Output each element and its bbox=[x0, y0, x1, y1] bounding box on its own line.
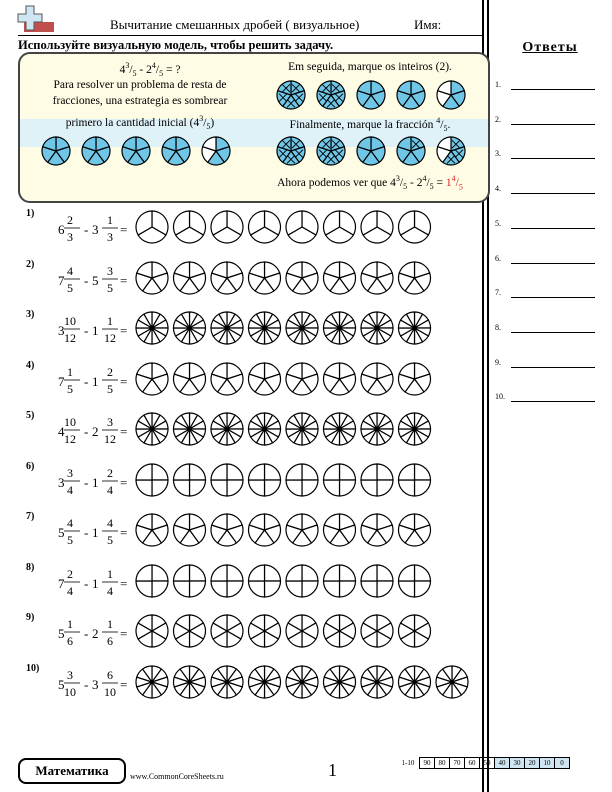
fraction-circle bbox=[136, 666, 168, 698]
problem-expression bbox=[58, 612, 498, 652]
fraction-circle bbox=[122, 137, 150, 165]
fraction-circle bbox=[324, 312, 356, 344]
fraction-circle bbox=[174, 312, 206, 344]
fraction-circle bbox=[357, 81, 385, 109]
whole-1: 6 bbox=[58, 222, 65, 237]
fraction-circle bbox=[136, 211, 168, 243]
whole-1: 4 bbox=[58, 424, 65, 439]
fraction-circle bbox=[286, 363, 318, 395]
score-label: 1-10 bbox=[401, 759, 415, 767]
score-cell: 70 bbox=[450, 758, 465, 769]
den-1: 12 bbox=[64, 331, 76, 345]
answer-number: 2. bbox=[495, 114, 501, 124]
whole-1: 3 bbox=[58, 323, 65, 338]
fraction-circle bbox=[174, 565, 206, 597]
num-2: 1 bbox=[107, 617, 113, 631]
fraction-circle bbox=[174, 363, 206, 395]
fraction-circle bbox=[324, 666, 356, 698]
example-expression: $4^3/_5 - 2^4/_5$ = ? bbox=[119, 61, 181, 79]
fraction-circle bbox=[277, 81, 305, 109]
den-1: 4 bbox=[67, 583, 73, 598]
num-2: 3 bbox=[107, 415, 113, 429]
answer-row[interactable] bbox=[495, 390, 595, 404]
problem-number: 10) bbox=[26, 662, 40, 674]
num-1: 1 bbox=[67, 364, 73, 379]
svg-text:-: - bbox=[84, 525, 89, 540]
answer-row[interactable] bbox=[495, 286, 595, 300]
fraction-circle bbox=[136, 312, 168, 344]
fraction-circle bbox=[249, 211, 281, 243]
example-text-line: Para resolver un problema de resta de bbox=[53, 79, 227, 91]
score-table bbox=[397, 757, 570, 769]
fraction-circle bbox=[286, 565, 318, 597]
den-1: 5 bbox=[67, 381, 73, 396]
answer-row[interactable] bbox=[495, 252, 595, 266]
score-cell: 60 bbox=[465, 758, 480, 769]
num-2: 1 bbox=[107, 213, 113, 227]
svg-text:-: - bbox=[84, 272, 89, 288]
svg-text:-: - bbox=[84, 222, 89, 237]
fraction-circle bbox=[249, 312, 281, 344]
svg-text:=: = bbox=[120, 323, 128, 338]
fraction-circle bbox=[174, 514, 206, 546]
fraction-circle bbox=[324, 363, 356, 395]
fraction-circle bbox=[361, 565, 393, 597]
fraction-circle bbox=[249, 464, 281, 496]
fraction-circle bbox=[286, 312, 318, 344]
whole-2: 1 bbox=[92, 373, 99, 389]
whole-2: 2 bbox=[92, 626, 99, 641]
whole-1: 3 bbox=[58, 474, 65, 490]
answer-row[interactable] bbox=[495, 147, 595, 161]
den-1: 5 bbox=[67, 533, 73, 547]
header-rule bbox=[18, 35, 483, 36]
fraction-circle bbox=[202, 137, 230, 165]
fraction-circle bbox=[397, 81, 425, 109]
example-text-line: fracciones, una estrategia es sombrear bbox=[52, 95, 228, 107]
den-2: 6 bbox=[107, 634, 113, 648]
answer-number: 1. bbox=[495, 80, 501, 89]
fraction-circle bbox=[249, 413, 281, 445]
score-cell: 50 bbox=[480, 758, 495, 769]
whole-2: 3 bbox=[92, 676, 99, 692]
fraction-circle bbox=[324, 413, 356, 445]
problem-number: 6) bbox=[26, 460, 35, 472]
worksheet-title: Вычитание смешанных дробей ( визуальное) bbox=[110, 17, 360, 32]
problem-number: 8) bbox=[26, 561, 35, 573]
fraction-circle bbox=[136, 262, 168, 294]
den-2: 10 bbox=[104, 684, 116, 699]
den-1: 6 bbox=[67, 634, 73, 648]
num-1: 10 bbox=[64, 415, 76, 429]
fraction-circle bbox=[211, 413, 243, 445]
score-cell: 20 bbox=[525, 758, 540, 769]
fraction-circle bbox=[323, 211, 355, 243]
fraction-circle bbox=[398, 363, 430, 395]
answer-number: 4. bbox=[495, 184, 501, 194]
example-text-line: primero la cantidad inicial $(4^3/_5)$ bbox=[65, 114, 215, 132]
answer-number: 6. bbox=[495, 253, 501, 263]
fraction-circle bbox=[317, 81, 345, 109]
answer-number: 3. bbox=[495, 149, 501, 159]
fraction-circle bbox=[286, 211, 318, 243]
fraction-circle bbox=[323, 615, 355, 647]
den-1: 3 bbox=[67, 230, 73, 244]
fraction-circle bbox=[136, 565, 168, 597]
whole-2: 1 bbox=[92, 525, 99, 540]
fraction-circle bbox=[286, 666, 318, 698]
svg-text:=: = bbox=[120, 222, 128, 237]
whole-2: 5 bbox=[92, 272, 99, 288]
fraction-circle bbox=[361, 514, 393, 546]
answer-row[interactable] bbox=[495, 78, 595, 92]
den-2: 4 bbox=[107, 482, 113, 497]
den-2: 12 bbox=[104, 331, 116, 345]
whole-1: 7 bbox=[58, 575, 65, 591]
score-cell: 80 bbox=[435, 758, 450, 769]
problem-number: 9) bbox=[26, 612, 35, 623]
problem-expression bbox=[58, 562, 498, 602]
whole-1: 5 bbox=[58, 525, 65, 540]
problem-number: 5) bbox=[26, 410, 35, 421]
score-cell: 30 bbox=[510, 758, 525, 769]
fraction-circle bbox=[249, 565, 281, 597]
fraction-circle bbox=[399, 615, 431, 647]
num-1: 3 bbox=[67, 465, 73, 480]
math-logo: Математика bbox=[18, 758, 126, 784]
svg-text:=: = bbox=[120, 626, 128, 641]
fraction-circle bbox=[174, 413, 206, 445]
fraction-circle bbox=[397, 137, 425, 165]
example-box bbox=[18, 52, 490, 203]
page-number: 1 bbox=[328, 760, 337, 780]
answer-line[interactable] bbox=[511, 89, 595, 90]
fraction-circle bbox=[361, 262, 393, 294]
fraction-circle bbox=[249, 514, 281, 546]
fraction-circle bbox=[399, 464, 431, 496]
score-cell: 0 bbox=[555, 758, 570, 769]
svg-text:-: - bbox=[84, 424, 89, 439]
fraction-circle bbox=[436, 666, 468, 698]
answer-number: 10. bbox=[495, 392, 505, 402]
fraction-circle bbox=[357, 137, 385, 165]
svg-text:=: = bbox=[120, 424, 128, 439]
fraction-circle bbox=[136, 464, 168, 496]
den-2: 12 bbox=[104, 432, 116, 446]
fraction-circle bbox=[211, 211, 243, 243]
fraction-circle bbox=[286, 464, 318, 496]
num-1: 4 bbox=[67, 516, 73, 530]
den-1: 4 bbox=[67, 482, 73, 497]
fraction-circle bbox=[361, 363, 393, 395]
fraction-circle bbox=[399, 413, 431, 445]
problem-number: 2) bbox=[26, 258, 35, 270]
fraction-circle bbox=[136, 514, 168, 546]
svg-text:-: - bbox=[84, 626, 89, 641]
fraction-circle bbox=[361, 312, 393, 344]
fraction-circle bbox=[324, 565, 356, 597]
answers-title: Ответы bbox=[522, 40, 578, 55]
svg-text:-: - bbox=[84, 323, 89, 338]
fraction-circle bbox=[399, 666, 431, 698]
fraction-circle bbox=[361, 211, 393, 243]
fraction-circle bbox=[211, 464, 243, 496]
whole-2: 1 bbox=[92, 323, 99, 338]
answer-line[interactable] bbox=[511, 193, 595, 194]
score-cell: 40 bbox=[495, 758, 510, 769]
fraction-circle bbox=[324, 464, 356, 496]
instructions: Используйте визуальную модель, чтобы решить задачу. bbox=[18, 38, 334, 52]
answer-number: 5. bbox=[495, 218, 501, 228]
whole-2: 3 bbox=[92, 222, 99, 237]
num-1: 3 bbox=[67, 667, 73, 682]
answer-line[interactable] bbox=[511, 297, 595, 298]
answer-line[interactable] bbox=[511, 332, 595, 333]
fraction-circle bbox=[286, 413, 318, 445]
num-1: 10 bbox=[64, 314, 76, 328]
fraction-circle bbox=[136, 363, 168, 395]
answer-line[interactable] bbox=[511, 263, 595, 264]
site-url: www.CommonCoreSheets.ru bbox=[130, 772, 224, 781]
svg-text:=: = bbox=[120, 676, 128, 692]
fraction-circle bbox=[211, 514, 243, 546]
num-2: 2 bbox=[107, 465, 113, 480]
fraction-circle bbox=[174, 666, 206, 698]
fraction-circle bbox=[277, 137, 305, 165]
svg-text:=: = bbox=[120, 474, 128, 490]
fraction-circle bbox=[361, 464, 393, 496]
fraction-circle bbox=[174, 211, 206, 243]
fraction-circle bbox=[324, 262, 356, 294]
fraction-circle bbox=[211, 666, 243, 698]
problem-number: 4) bbox=[26, 359, 35, 371]
example-step-2: Em seguida, marque os inteiros (2). bbox=[288, 61, 452, 73]
fraction-circle bbox=[174, 262, 206, 294]
fraction-circle bbox=[249, 262, 281, 294]
fraction-circle bbox=[82, 137, 110, 165]
problem-expression bbox=[58, 259, 498, 299]
fraction-circle bbox=[211, 363, 243, 395]
problem-expression bbox=[58, 663, 498, 703]
fraction-circle bbox=[174, 615, 206, 647]
fraction-circle bbox=[398, 262, 430, 294]
answer-row[interactable] bbox=[495, 217, 595, 231]
problem-expression bbox=[58, 208, 498, 248]
answer-row[interactable] bbox=[495, 321, 595, 335]
problem-expression bbox=[58, 360, 498, 400]
name-label: Имя: bbox=[414, 17, 442, 32]
fraction-circle bbox=[249, 363, 281, 395]
fraction-circle bbox=[361, 666, 393, 698]
svg-text:=: = bbox=[120, 272, 128, 288]
fraction-circle bbox=[42, 137, 70, 165]
answer-line[interactable] bbox=[511, 367, 595, 368]
fraction-circle bbox=[211, 312, 243, 344]
whole-2: 1 bbox=[92, 575, 99, 591]
problem-number: 7) bbox=[26, 511, 35, 522]
fraction-circle bbox=[286, 514, 318, 546]
whole-1: 7 bbox=[58, 272, 65, 288]
fraction-circle bbox=[211, 615, 243, 647]
answer-line[interactable] bbox=[511, 401, 595, 402]
score-cell: 10 bbox=[540, 758, 555, 769]
example-circles bbox=[20, 54, 488, 201]
answer-line[interactable] bbox=[511, 228, 595, 229]
problem-expression bbox=[58, 461, 498, 501]
fraction-circle bbox=[174, 464, 206, 496]
num-2: 1 bbox=[107, 566, 113, 581]
fraction-circle bbox=[249, 666, 281, 698]
fraction-circle bbox=[286, 615, 318, 647]
num-2: 6 bbox=[107, 667, 113, 682]
answer-row[interactable] bbox=[495, 182, 595, 196]
fraction-circle bbox=[361, 615, 393, 647]
den-2: 4 bbox=[107, 583, 113, 598]
fraction-circle bbox=[136, 615, 168, 647]
problem-expression bbox=[58, 410, 498, 450]
num-2: 2 bbox=[107, 364, 113, 379]
whole-1: 5 bbox=[58, 626, 65, 641]
fraction-circle bbox=[249, 615, 281, 647]
num-1: 2 bbox=[67, 213, 73, 227]
fraction-circle bbox=[437, 81, 465, 109]
svg-text:=: = bbox=[120, 373, 128, 389]
den-1: 10 bbox=[64, 684, 76, 699]
fraction-circle bbox=[398, 211, 430, 243]
num-2: 4 bbox=[107, 516, 113, 530]
svg-text:-: - bbox=[84, 676, 89, 692]
whole-1: 7 bbox=[58, 373, 65, 389]
fraction-circle bbox=[211, 262, 243, 294]
fraction-circle bbox=[399, 565, 431, 597]
svg-text:-: - bbox=[84, 575, 89, 591]
score-cell: 90 bbox=[420, 758, 435, 769]
answer-row[interactable] bbox=[495, 356, 595, 370]
problem-expression bbox=[58, 309, 498, 349]
answer-line[interactable] bbox=[511, 158, 595, 159]
answer-number: 8. bbox=[495, 322, 501, 332]
problem-number: 1) bbox=[26, 208, 35, 219]
problem-number: 3) bbox=[26, 309, 35, 320]
den-2: 5 bbox=[107, 381, 113, 396]
fraction-circle bbox=[437, 137, 465, 165]
fraction-circle bbox=[399, 312, 431, 344]
fraction-circle bbox=[324, 514, 356, 546]
answer-row[interactable] bbox=[495, 113, 595, 127]
answer-number: 9. bbox=[495, 357, 501, 367]
svg-text:-: - bbox=[84, 474, 89, 490]
svg-text:=: = bbox=[120, 525, 128, 540]
whole-2: 1 bbox=[92, 474, 99, 490]
num-1: 4 bbox=[67, 263, 73, 278]
answer-number: 7. bbox=[495, 288, 501, 298]
den-1: 12 bbox=[64, 432, 76, 446]
fraction-circle bbox=[398, 514, 430, 546]
den-2: 5 bbox=[107, 533, 113, 547]
fraction-circle bbox=[136, 413, 168, 445]
num-1: 2 bbox=[67, 566, 73, 581]
num-2: 1 bbox=[107, 314, 113, 328]
fraction-circle bbox=[211, 565, 243, 597]
example-result: Ahora podemos ver que $4^3/_5 - 2^4/_5 = 1^4/_5$ bbox=[277, 174, 463, 192]
den-1: 5 bbox=[67, 280, 73, 295]
whole-1: 5 bbox=[58, 676, 65, 692]
fraction-circle bbox=[286, 262, 318, 294]
fraction-circle bbox=[162, 137, 190, 165]
whole-2: 2 bbox=[92, 424, 99, 439]
den-2: 3 bbox=[107, 230, 113, 244]
num-1: 1 bbox=[67, 617, 73, 631]
num-2: 3 bbox=[107, 263, 113, 278]
problem-expression bbox=[58, 511, 498, 551]
svg-text:=: = bbox=[120, 575, 128, 591]
svg-text:-: - bbox=[84, 373, 89, 389]
fraction-circle bbox=[361, 413, 393, 445]
fraction-circle bbox=[317, 137, 345, 165]
example-step-3: Finalmente, marque la fracción $^4/_5$. bbox=[289, 116, 451, 134]
den-2: 5 bbox=[107, 280, 113, 295]
answer-line[interactable] bbox=[511, 124, 595, 125]
